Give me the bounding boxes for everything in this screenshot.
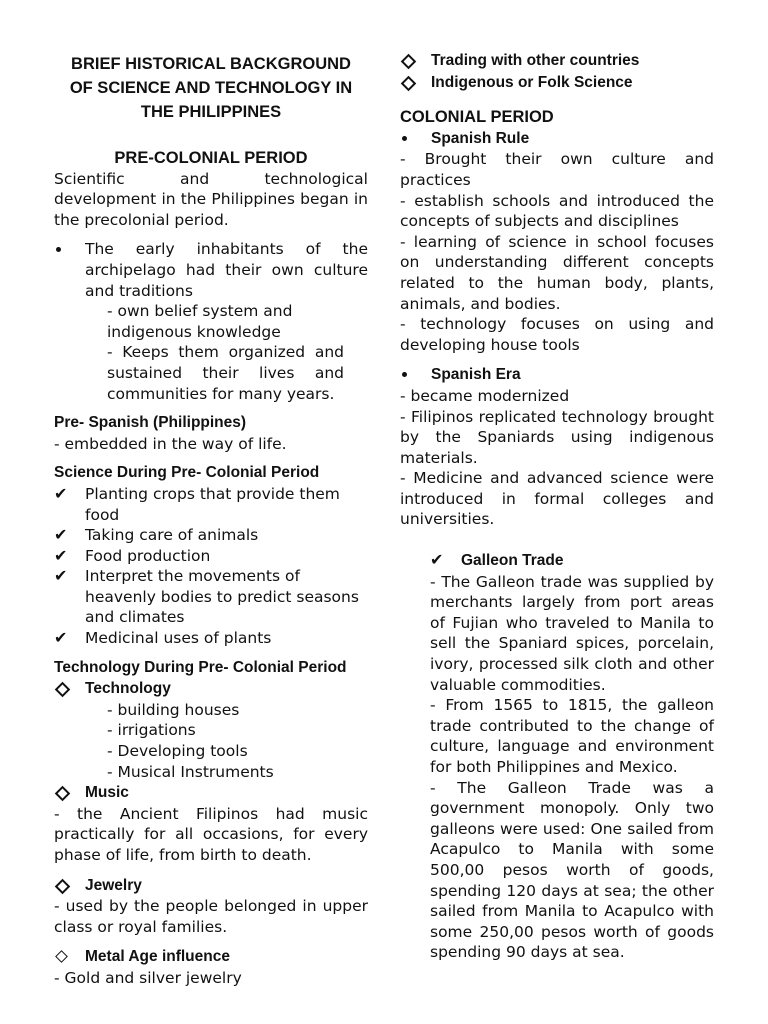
title-line: OF SCIENCE AND TECHNOLOGY IN <box>69 79 353 97</box>
era-line: - Medicine and advanced science were introduced in formal colleges and universities. <box>400 469 714 529</box>
rule-line: - establish schools and introduced the concepts of subjects and disciplines <box>400 191 714 231</box>
checkmark-icon: ✔ <box>54 483 68 503</box>
diamond-bullet-icon <box>55 786 71 802</box>
sub-item: - irrigations <box>107 721 196 740</box>
rule-line: - technology focuses on using and developing house tools <box>400 315 714 354</box>
list-item: Spanish Era <box>400 364 714 386</box>
precolonial-intro: Scientific and technological development in the Philippines began in the precolonial period. <box>54 169 368 229</box>
checkmark-icon: ✔ <box>430 550 444 570</box>
prespanish-heading: Pre- Spanish (Philippines) <box>54 414 247 432</box>
list-item: Jewelry <box>54 875 368 897</box>
checkmark-icon: ✔ <box>54 566 68 586</box>
diamond-bullet-icon <box>55 682 71 698</box>
science-heading: Science During Pre- Colonial Period <box>54 464 320 482</box>
diamond-bullet-icon <box>401 75 417 91</box>
galleon-line: - From 1565 to 1815, the galleon trade contributed to the change of culture, language and environment for both Philippines and Mexico. <box>430 696 714 776</box>
list-item: ✔ Interpret the movements of heavenly bodies to predict seasons and climates <box>54 566 359 627</box>
list-item: Metal Age influence <box>54 946 368 968</box>
checkmark-icon: ✔ <box>54 545 68 565</box>
diamond-bullet-icon <box>55 951 68 964</box>
bullet-icon <box>402 372 407 377</box>
list-item <box>54 239 368 301</box>
list-item: ✔ Planting crops that provide them food <box>54 483 340 524</box>
sub-item: - own belief system and indigenous knowledge <box>107 302 293 341</box>
galleon-line: - The Galleon Trade was a government monopoly. Only two galleons were used: One sailed from Acapulco to Manila with some 500,00 pesos worth of goods, spending 120 days at sea; the other sailed from Manila to Acapulco with some 250,00 pesos worth of goods spending 90 days at sea. <box>430 778 714 962</box>
bullet-icon <box>56 247 61 252</box>
checkmark-icon: ✔ <box>54 525 68 545</box>
technology-heading: Technology During Pre- Colonial Period <box>54 658 347 676</box>
era-line: - Filipinos replicated technology brought by the Spaniards using indigenous materials. <box>400 407 714 467</box>
list-item: Indigenous or Folk Science <box>400 72 714 94</box>
sub-item: - Developing tools <box>107 742 248 761</box>
metal-text: - Gold and silver jewelry <box>54 968 242 987</box>
music-text: - the Ancient Filipinos had music practically for all occasions, for every phase of life, from birth to death. <box>54 804 368 864</box>
precolonial-heading: PRE-COLONIAL PERIOD <box>114 149 308 167</box>
list-item: Technology <box>54 678 368 700</box>
era-line: - became modernized <box>400 386 570 405</box>
bullet-icon <box>402 136 407 141</box>
rule-line: - learning of science in school focuses on understanding different concepts related to the human body, plants, animals, and bodies. <box>400 232 714 313</box>
left-column <box>54 50 368 989</box>
galleon-line: - The Galleon trade was supplied by merchants largely from port areas of Fujian who traveled to Manila to sell the Spaniard spices, porcelain, ivory, processed silk cloth and other valuable commodities. <box>430 572 714 694</box>
diamond-bullet-icon <box>55 878 71 894</box>
sub-item: - Musical Instruments <box>107 762 274 781</box>
list-item: ✔ Galleon Trade <box>430 550 564 570</box>
list-item: Trading with other countries <box>400 50 714 72</box>
checkmark-icon: ✔ <box>54 628 68 648</box>
list-item-text: The early inhabitants of the archipelago had their own culture and traditions <box>85 240 368 300</box>
list-item: ✔ Food production <box>54 545 211 565</box>
title-line: BRIEF HISTORICAL BACKGROUND <box>71 55 351 73</box>
sub-item: - building houses <box>107 700 240 719</box>
right-column <box>400 50 714 963</box>
list-item: ✔ Medicinal uses of plants <box>54 628 272 648</box>
sub-item: - Keeps them organized and sustained their lives and communities for many years. <box>107 343 344 403</box>
document-title <box>54 52 368 124</box>
list-item: Spanish Rule <box>400 128 714 150</box>
prespanish-text: - embedded in the way of life. <box>54 434 287 453</box>
colonial-heading: COLONIAL PERIOD <box>400 108 554 127</box>
list-item: ✔ Taking care of animals <box>54 525 259 545</box>
diamond-bullet-icon <box>401 54 417 70</box>
rule-line: - Brought their own culture and practices <box>400 150 714 189</box>
list-item: Music <box>54 782 368 804</box>
title-line: THE PHILIPPINES <box>140 103 282 121</box>
jewelry-text: - used by the people belonged in upper class or royal families. <box>54 897 368 936</box>
